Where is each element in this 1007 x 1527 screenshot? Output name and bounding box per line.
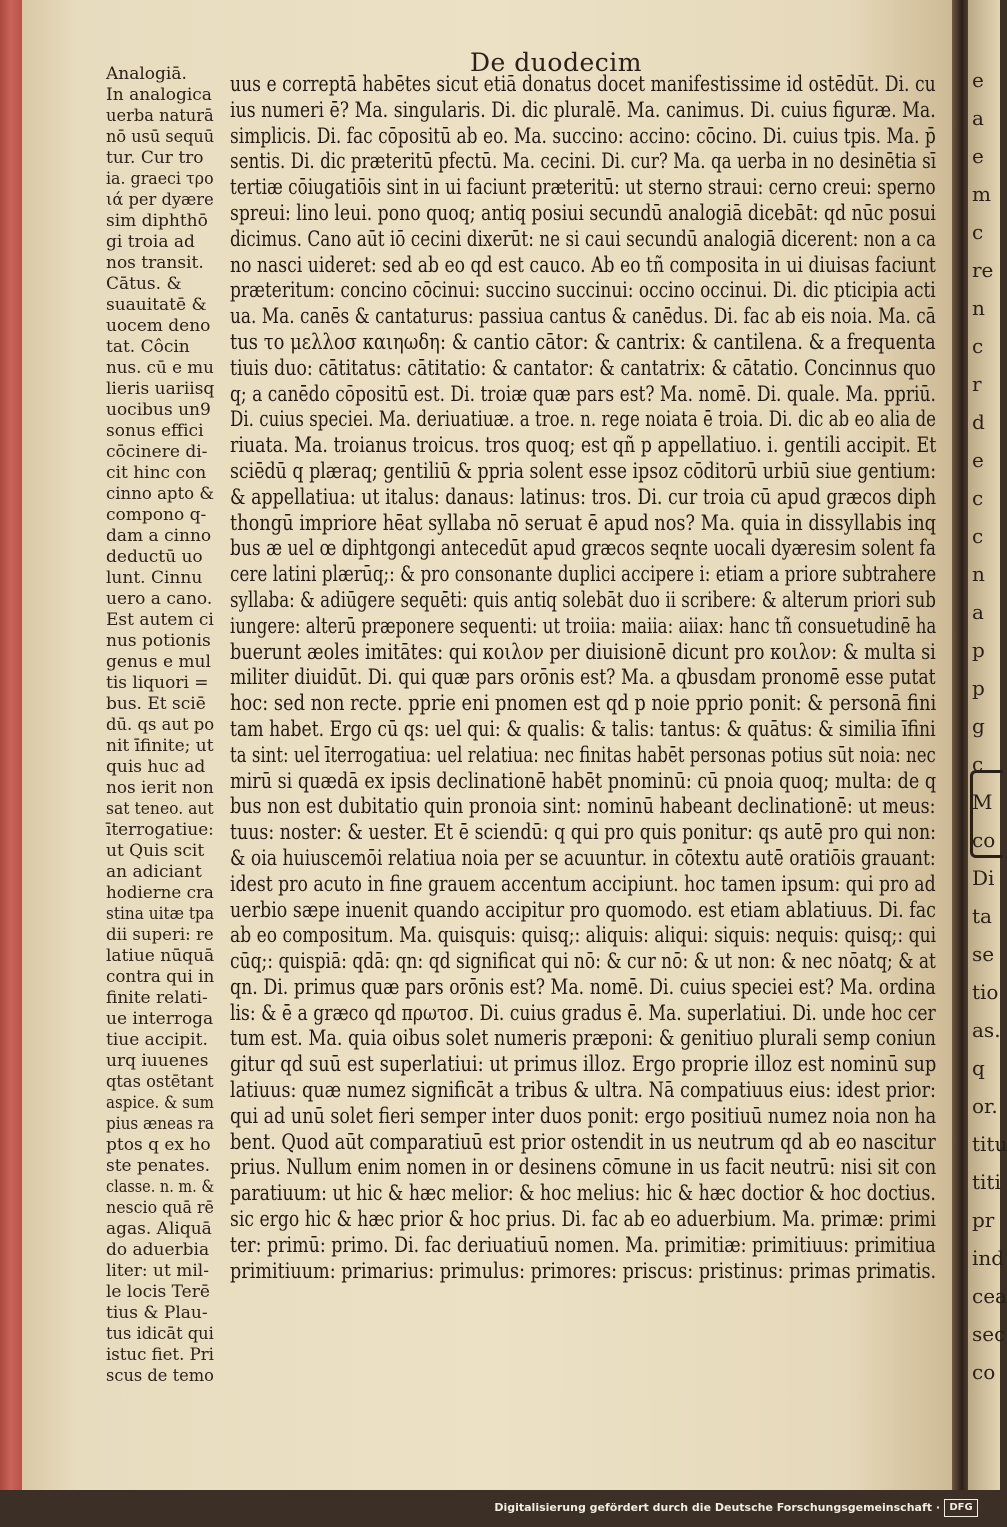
marginal-note-line: nos transit. <box>106 253 204 273</box>
marginal-note-line: istuc fiet. Pri <box>106 1345 214 1365</box>
text-line: spreui: lino leui. pono quoq; antiq posiui secundū analogiā dicebāt: qd nūc posui <box>230 200 936 225</box>
marginal-note-line: lieris uariisq <box>106 379 215 399</box>
marginal-note-line: uocem deno <box>106 316 211 336</box>
text-line: militer diuidūt. Di. qui quæ pars orōnis est? Ma. a qbusdam pronomē esse putat <box>230 665 936 690</box>
facing-page-fragment: or. <box>972 1094 998 1118</box>
marginal-note-line: ptos q ex ho <box>106 1135 211 1155</box>
marginal-note-line: Analogiā. <box>106 64 187 84</box>
text-line: cūq;: quispiā: qdā: qn: qd significat qui nō: & cur nō: & ut non: & nec nōatq; & at <box>230 949 936 974</box>
facing-page-fragment: p <box>972 638 985 662</box>
marginal-note-line: lunt. Cinnu <box>106 568 203 588</box>
marginal-note-line: dū. qs aut po <box>106 715 215 735</box>
text-line: tiuis duo: cātitatus: cātitatio: & cantator: & cantatrix: & cātatio. Concinnus quo <box>230 355 936 380</box>
marginal-note-line: tat. Côcin <box>106 337 190 357</box>
marginal-note-line: stina uitæ tpa <box>106 904 214 924</box>
marginal-note-line: Cātus. & <box>106 274 182 294</box>
marginal-note-line: cōcinere di- <box>106 442 208 462</box>
marginal-note-line: gi troia ad <box>106 232 195 252</box>
facing-page-fragment: c <box>972 486 984 510</box>
text-line: primitiuum: primarius: primulus: primores: priscus: pristinus: primas primatis. <box>230 1258 937 1283</box>
text-line: cere latini plærūq;: & pro consonante duplici accipere i: etiam a priore subtrahere <box>230 562 937 587</box>
marginal-note-line: le locis Terē <box>106 1282 210 1302</box>
facing-page-fragment: c <box>972 334 984 358</box>
marginal-note-line: compono q- <box>106 505 207 525</box>
text-line: thongū impriore hēat syllaba nō seruat ē apud nos? Ma. quia in dissyllabis inq <box>230 510 937 535</box>
facing-page-fragment: co <box>972 828 996 852</box>
marginal-note-line: pius æneas ra <box>106 1114 214 1134</box>
marginal-note-line: sim diphthō <box>106 211 208 231</box>
text-line: ab eo compositum. Ma. quisquis: quisq;: aliquis: aliqui: siquis: nequis: quisq;: qui <box>230 923 937 948</box>
marginal-note-line: ste penates. <box>106 1156 211 1176</box>
marginal-note-line: suauitatē & <box>106 295 207 315</box>
facing-page-fragment: tio <box>972 980 999 1004</box>
facing-page-fragment: m <box>972 182 991 206</box>
marginal-note-line: In analogica <box>106 85 212 105</box>
main-text-block <box>230 72 936 1284</box>
marginal-note-line: an adiciant <box>106 862 202 882</box>
marginal-note-line: bus. Et sciē <box>106 694 206 714</box>
facing-page-fragment: ind <box>972 1246 1005 1270</box>
marginal-note-line: genus e mul <box>106 652 211 672</box>
text-line: hoc: sed non recte. pprie eni pnomen est qd p noie pprio ponit: & personā fini <box>230 691 937 716</box>
text-line: qui ad unū solet fieri semper inter duos ponit: ergo positiuū numez noia non ha <box>230 1103 937 1128</box>
marginal-note-line: finite relati- <box>106 988 208 1008</box>
marginal-note-line: tis liquori = <box>106 673 209 693</box>
facing-page-fragment: re <box>972 258 994 282</box>
text-line: ius numeri ē? Ma. singularis. Di. dic pluralē. Ma. canimus. Di. cuius figuræ. Ma. <box>230 97 936 122</box>
marginal-note-line: nus potionis <box>106 631 211 651</box>
marginal-note-line: dii superi: re <box>106 925 214 945</box>
marginal-note-line: quis huc ad <box>106 757 206 777</box>
text-line: bus non est dubitatio quin pronoia sint: nominū habeant declinationē: ut meus: <box>230 794 936 819</box>
text-line: tam habet. Ergo cū qs: uel qui: & qualis: & talis: tantus: & quātus: & similia īfini <box>230 716 936 741</box>
marginal-note-line: classe. n. m. & <box>106 1177 215 1197</box>
facing-page-fragment: r <box>972 372 982 396</box>
marginal-note-line: ia. graeci τρο <box>106 169 214 189</box>
marginal-note-line: scus de temo <box>106 1366 214 1386</box>
text-line: uus e correptā habētes sicut etiā donatus docet manifestissime id ostēdūt. Di. cu <box>230 72 936 96</box>
marginal-note-line: nus. cū e mu <box>106 358 214 378</box>
marginal-note-line: nescio quā rē <box>106 1198 214 1218</box>
marginal-note-line: uerba naturā <box>106 106 214 126</box>
marginal-note-line: dam a cinno <box>106 526 212 546</box>
facing-page-fragment: a <box>972 106 984 130</box>
facing-page-fragment: n <box>972 296 985 320</box>
text-line: Di. cuius speciei. Ma. deriuatiuæ. a troe. n. rege noiata ē troia. Di. dic ab eo alia de <box>230 407 937 432</box>
red-page-edge <box>0 0 24 1490</box>
facing-page-fragment: cea <box>972 1284 1007 1308</box>
facing-page-fragment: g <box>972 714 985 738</box>
text-line: syllaba: & adiūgere sequēti: quis antiq solebāt duo ii scribere: & alterum priori sub <box>230 587 936 612</box>
facing-page-fragment: e <box>972 448 984 472</box>
text-line: q; a canēdo cōpositū est. Di. troiæ quæ pars est? Ma. nomē. Di. quale. Ma. ppriū. <box>230 381 936 406</box>
marginal-note-line: ue interroga <box>106 1009 214 1029</box>
running-head: De duodecim <box>470 48 642 77</box>
marginal-note-line: cit hinc con <box>106 463 207 483</box>
facing-page-fragment: e <box>972 68 984 92</box>
marginal-note-line: īterrogatiue: <box>106 820 214 840</box>
marginal-note-line: tius & Plau- <box>106 1303 208 1323</box>
marginal-note-line: deductū uo <box>106 547 203 567</box>
facing-page-fragment: pr <box>972 1208 995 1232</box>
facing-page-fragment: Di <box>972 866 995 890</box>
marginal-note-line: qtas ostētant <box>106 1072 214 1092</box>
marginal-note-line: do aduerbia <box>106 1240 210 1260</box>
facing-page-fragment: q <box>972 1056 985 1080</box>
funding-credit: Digitalisierung gefördert durch die Deutsche Forschungsgemeinschaft · <box>494 1501 940 1514</box>
marginal-note-line: nō usū sequū <box>106 127 215 147</box>
facing-page-fragment: co <box>972 1360 996 1384</box>
text-line: & appellatiua: ut italus: danaus: latinus: tros. Di. cur troia cū apud græcos diph <box>230 484 937 509</box>
facing-page-fragment: as. <box>972 1018 1001 1042</box>
text-line: tum est. Ma. quia oibus solet numeris præponi: & genitiuo plurali semp coniun <box>230 1026 936 1051</box>
marginal-note-line: uero a cano. <box>106 589 213 609</box>
marginal-note-line: hodierne cra <box>106 883 214 903</box>
facing-page-fragment: sec <box>972 1322 1006 1346</box>
facing-page-fragment: ta <box>972 904 992 928</box>
text-line: ua. Ma. canēs & cantaturus: passiua cantus & canēdus. Di. fac ab eis noia. Ma. cā <box>230 304 936 329</box>
facing-page-fragment: n <box>972 562 985 586</box>
text-line: latiuus: quæ numez significāt a tribus & ultra. Nā compatiuus eius: idest prior: <box>230 1078 936 1103</box>
marginal-note-line: ιά per dyære <box>106 190 214 210</box>
dfg-logo: DFG <box>944 1499 978 1517</box>
facing-page-fragment: titi <box>972 1170 1001 1194</box>
facing-page-fragment: se <box>972 942 995 966</box>
text-line: lis: & ē a græco qd πρωτοσ. Di. cuius gradus ē. Ma. superlatiui. Di. unde hoc cer <box>230 1000 936 1025</box>
text-line: bus æ uel œ diphtgongi antecedūt apud græcos seqnte uocali dyæresim solent fa <box>230 536 936 561</box>
text-line: tus το μελλοσ καιηωδη: & cantio cātor: & cantrix: & cantilena. & a frequenta <box>230 329 936 354</box>
text-line: tertiæ cōiugatiōis sint in ui faciunt præteritū: ut sterno straui: cerno creui: sperno <box>230 175 936 200</box>
facing-page-edge <box>968 0 1007 1490</box>
text-line: uerbio sæpe inuenit quando accipitur pro quomodo. est etiam ablatiuus. Di. fac <box>230 897 936 922</box>
text-line: mirū si quædā ex ipsis declinationē habēt pnominū: cū pnoia quoq; multa: de q <box>230 768 937 793</box>
facing-page-fragment: titu <box>972 1132 1007 1156</box>
marginal-note-line: latiue nūquā <box>106 946 215 966</box>
marginal-note-line: sonus effici <box>106 421 204 441</box>
text-line: qn. Di. primus quæ pars orōnis est? Ma. nomē. Di. cuius speciei est? Ma. ordina <box>230 974 936 999</box>
facing-page-fragment: c <box>972 220 984 244</box>
text-line: sciēdū q plæraq; gentiliū & ppria solent esse ipsoz cōditorū urbiū siue gentium: <box>230 458 937 483</box>
facing-page-fragment: c <box>972 524 984 548</box>
text-line: dicimus. Cano aūt iō cecini dixerūt: ne si caui secundū analogiā dicerent: non a ca <box>230 226 936 251</box>
marginal-note-line: tus idicāt qui <box>106 1324 214 1344</box>
marginal-note-line: liter: ut mil- <box>106 1261 209 1281</box>
facing-page-fragment: e <box>972 144 984 168</box>
text-line: paratiuum: ut hic & hæc melior: & hoc melius: hic & hæc doctior & hoc doctius. <box>230 1181 936 1206</box>
text-line: simplicis. Di. fac cōpositū ab eo. Ma. succino: accino: cōcino. Di. cuius tpis. Ma. p̄ <box>230 123 936 148</box>
footer-bar <box>0 1490 1000 1527</box>
text-line: præteritum: concino cōcinui: succino succinui: occino occinui. Di. dic pticipia acti <box>230 278 936 303</box>
facing-page-fragment: d <box>972 410 985 434</box>
facing-page-fragment: M <box>972 790 993 814</box>
marginalia-column <box>106 64 214 1387</box>
text-line: buerunt æoles imitātes: qui κοιλον per diuisionē dicunt pro κοιλον: & multa si <box>230 639 936 664</box>
text-line: sic ergo hic & hæc prior & hoc prius. Di. fac ab eo aduerbium. Ma. primæ: primi <box>230 1207 936 1232</box>
marginal-note-line: tiue accipit. <box>106 1030 208 1050</box>
marginal-note-line: sat teneo. aut <box>106 799 214 819</box>
marginal-note-line: aspice. & sum <box>106 1093 214 1113</box>
text-line: & oia huiuscemōi relatiua noia per se acuuntur. in cōtextu autē oratiōis grauant: <box>230 845 936 870</box>
marginal-note-line: tur. Cur tro <box>106 148 204 168</box>
marginal-note-line: contra qui in <box>106 967 215 987</box>
text-line: iungere: alterū præponere sequenti: ut troiia: maiia: aiiax: hanc tñ consuetudinē ha <box>230 613 937 638</box>
marginal-note-line: ut Quis scit <box>106 841 205 861</box>
text-line: ta sint: uel īterrogatiua: uel relatiua: nec finitas habēt personas potius sūt noia: nec <box>230 742 936 767</box>
marginal-note-line: Est autem ci <box>106 610 214 630</box>
marginal-note-line: nit īfinite; ut <box>106 736 214 756</box>
facing-page-fragment: p <box>972 676 985 700</box>
text-line: riuata. Ma. troianus troicus. tros quoq; est qñ p appellatiuo. i. gentili accipit. Et <box>230 433 937 458</box>
text-line: prius. Nullum enim nomen in or desinens cōmune in us facit neutrū: nisi sit con <box>230 1155 937 1180</box>
facing-page-fragment: a <box>972 600 984 624</box>
text-line: gitur qd suū est superlatiui: ut primus illoz. Ergo proprie illoz est nominū sup <box>230 1052 937 1077</box>
book-page <box>22 0 956 1490</box>
text-line: tuus: noster: & uester. Et ē sciendū: q qui pro quis ponitur: qs autē pro qui non: <box>230 820 937 845</box>
marginal-note-line: cinno apto & <box>106 484 215 504</box>
marginal-note-line: urq iuuenes <box>106 1051 209 1071</box>
marginal-note-line: nos ierit non <box>106 778 214 798</box>
text-line: ter: primū: primo. Di. fac deriuatiuū nomen. Ma. primitiæ: primitiuus: primitiua <box>230 1232 936 1257</box>
marginal-note-line: agas. Aliquā <box>106 1219 212 1239</box>
text-line: sentis. Di. dic præteritū pfectū. Ma. cecini. Di. cur? Ma. qa uerba in no desinētia sī <box>230 149 937 174</box>
text-line: bent. Quod aūt comparatiuū est prior ostendit in us neutrum qd ab eo nascitur <box>230 1129 936 1154</box>
text-line: idest pro acuto in fine grauem accentum accipiunt. hoc tamen ipsum: qui pro ad <box>230 871 936 896</box>
marginal-note-line: uocibus un9 <box>106 400 211 420</box>
facing-page-fragment: c <box>972 752 984 776</box>
text-line: no nasci uideret: sed ab eo qd est cauco. Ab eo tñ composita in ui diuisas faciunt <box>230 252 936 277</box>
